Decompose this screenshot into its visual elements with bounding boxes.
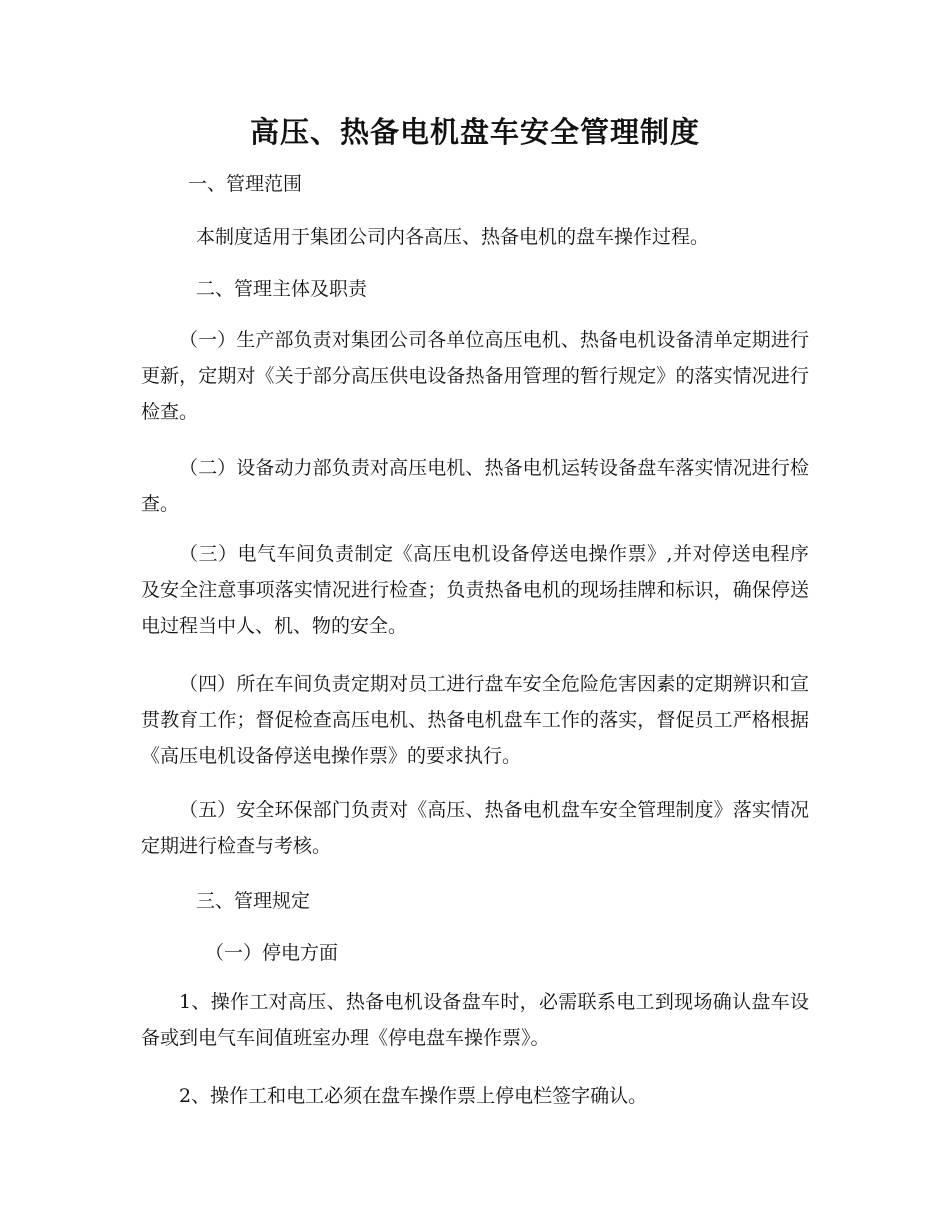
section-heading-responsibilities: 二、管理主体及职责: [196, 278, 368, 300]
regulation-point-1: 1、操作工对高压、热备电机设备盘车时，必需联系电工到现场确认盘车设备或到电气车间值班室办理《停电盘车操作票》。: [141, 991, 809, 1049]
scope-paragraph: 本制度适用于集团公司内各高压、热备电机的盘车操作过程。: [196, 226, 710, 248]
section-heading-scope: 一、管理范围: [188, 173, 303, 195]
responsibility-item-3: （三）电气车间负责制定《高压电机设备停送电操作票》,并对停送电程序及安全注意事项落实情况进行检查；负责热备电机的现场挂牌和标识，确保停送电过程当中人、机、物的安全。: [141, 543, 809, 637]
responsibility-item-4: （四）所在车间负责定期对员工进行盘车安全危险危害因素的定期辨识和宣贯教育工作；督促检查高压电机、热备电机盘车工作的落实，督促员工严格根据《高压电机设备停送电操作票》的要求执行。: [141, 673, 809, 767]
subsection-heading-power-off: （一）停电方面: [205, 942, 339, 964]
responsibility-item-1: （一）生产部负责对集团公司各单位高压电机、热备电机设备清单定期进行更新，定期对《关于部分高压供电设备热备用管理的暂行规定》的落实情况进行检查。: [141, 329, 809, 423]
section-heading-regulations: 三、管理规定: [196, 890, 311, 912]
responsibility-item-5: （五）安全环保部门负责对《高压、热备电机盘车安全管理制度》落实情况定期进行检查与考核。: [141, 799, 809, 857]
responsibility-item-2: （二）设备动力部负责对高压电机、热备电机运转设备盘车落实情况进行检查。: [141, 457, 809, 515]
document-title: 高压、热备电机盘车安全管理制度: [249, 115, 700, 149]
regulation-point-2: 2、操作工和电工必须在盘车操作票上停电栏签字确认。: [179, 1085, 648, 1107]
